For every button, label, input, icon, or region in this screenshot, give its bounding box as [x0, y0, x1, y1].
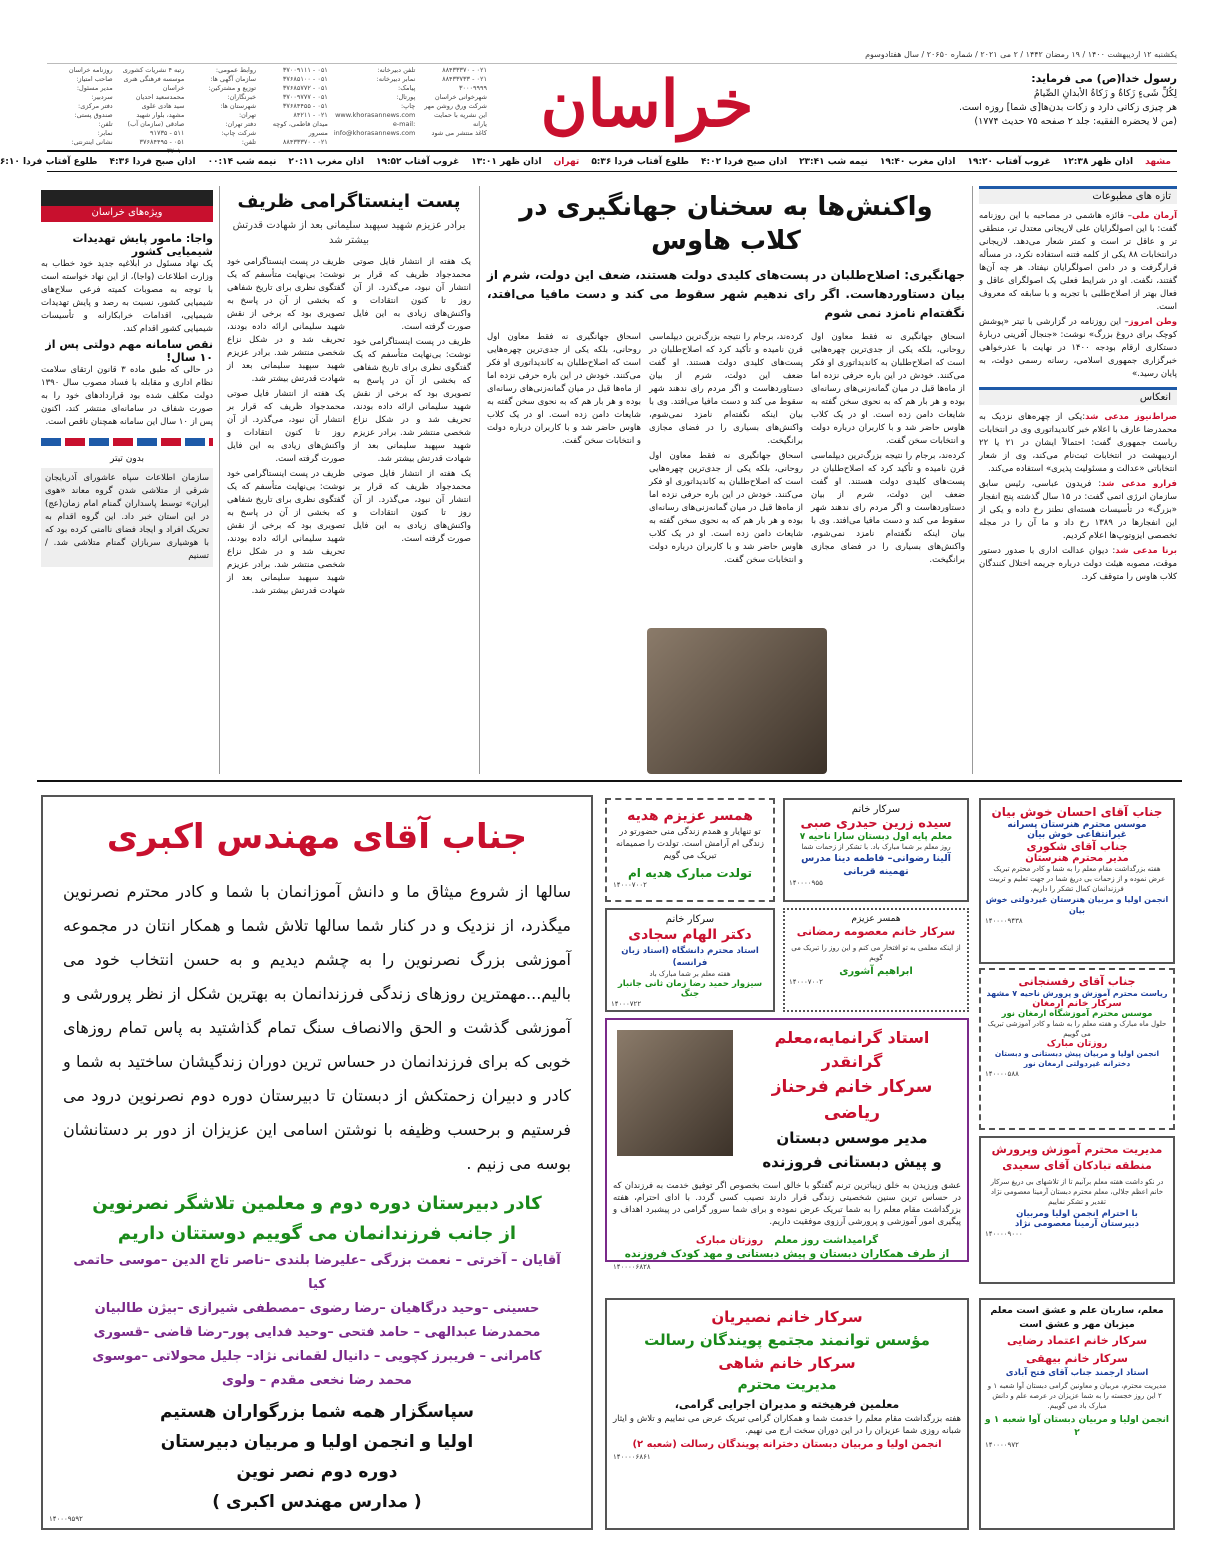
prayer-times-bar — [0, 150, 1177, 172]
colophon-col-2: رتبه ۴ نشریات کشوری موسسه فرهنگی هنری خراسان محمدسعید احدیان سید هادی علوی مشهد، بلوار شهید صادقی (سازمان آب) ۵۱۱ - ۹۱۷۳۵ ۰۵۱ - ۳۷۶۸۴۴۹۵ ۳۷۰۱۰ — [122, 66, 185, 155]
colophon-col-6: ۰۲۱ - ۸۸۴۳۳۳۷۰ ۰۲۱ - ۸۸۴۳۳۷۳۳ ۳۰۰۰۹۹۹۹ شهرخوانی خراسان شرکت ورق روشن مهر این نشریه با حمایت یارانه کاغذ منتشر می شود — [424, 66, 487, 137]
specials-banner: ویژه‌های خراسان — [41, 190, 213, 222]
ad-akbari-names: کامرانی – فریبرز کچویی – دانیال لقمانی نژاد– جلیل محولاتی –موسوی — [92, 1349, 542, 1364]
special-headline: نقص سامانه مهم دولتی پس از ۱۰ سال! — [45, 338, 213, 364]
ad-from: از طرف همکاران دبستان و پیش دبستانی و مهد کودک فروزنده — [624, 1248, 950, 1260]
ad-subtitle: استاد ارجمند جناب آقای فتح آبادی — [1005, 1368, 1149, 1378]
ad-title: سرکار خانم — [851, 804, 901, 815]
ad-from: انجمن اولیا و مربیان هنرستان غیردولتی خوش بیان — [985, 895, 1169, 915]
ad-akbari-body: سالها از شروع میثاق ما و دانش آموزانمان با شما و کادر محترم نصرنوین میگذرد، از نزدیک و در کنار شما سالها تلاش شما و همکار انتان در مجموعه آموزشی بزرگ نصرنوین را به چشم دیدیم و به حسن انتخاب خود می بالیم...مهمترین روزهای زندگی فرزندانمان به بهترین شکل از نظر پرورشی و آموزشی گذشت و الحق والانصاف سنگ تمام گذاشتید به پاس تمام روزهای خوبی که برای فرزندانمان در حساس ترین دوران زندگیشان ساختید به شما و کادر و دبیران زحمتکش از دبستان تا دبیرستان دوره دوم نصرنوین درود می فرستیم و برحسب وظیفه با نوشتن اسامی این عزیزان از دور بر دستانشان بوسه می زنیم . — [63, 882, 571, 1173]
city-tehran: تهران — [553, 156, 580, 167]
ad-highlight: گرامیداشت روز معلم — [774, 1235, 879, 1246]
ad-akbari-names: محمد رضا نخعی مقدم – ولوی — [222, 1373, 412, 1388]
ad-from: دبیرستان آرمینا معصومی نژاد — [1014, 1219, 1140, 1229]
khorasan-specials-column — [41, 190, 213, 774]
prayer-time: اذان مغرب ۱۹:۴۰ — [879, 156, 956, 167]
decorative-stripe — [41, 438, 213, 446]
zarif-paragraph: ظریف در پست اینستاگرامی خود نوشت: بی‌نهایت متأسفم که یک گفتگوی نظری برای تاریخ شفاهی که بخشی از آن در پاسخ به تصویری بود که برخی از نقش شهید سلیمانی ارائه داده بودند، تحریف شد و در شکل نزاع شخصی منتشر شد. برادر عزیزم شهید سپهبد سلیمانی بعد از شهادت قدرتش بیشتر شد. — [227, 257, 345, 384]
ad-code: ۱۴۰۰۰۰۹۴۳۸ — [985, 917, 1023, 925]
ad-akbari-names: حسینی –وحید درگاهیان –رضا رضوی –مصطفی شیرازی –بیژن طالبیان — [94, 1301, 540, 1316]
newspaper-logo: خراسان — [540, 67, 754, 142]
prayer-time: اذان مغرب ۲۰:۱۱ — [288, 156, 364, 167]
ad-title: سرکار خانم اعتماد رضایی — [1006, 1334, 1148, 1347]
ad-subtitle: روزتان مبارک — [1046, 1039, 1108, 1049]
ad-subtitle: مدیر محترم هنرستان — [1025, 853, 1129, 864]
ad-code: ۱۴۰۰۰۹۵۹۲ — [49, 1515, 83, 1523]
ad-sabi — [783, 798, 969, 902]
hadith-source: (من لا یحضره الفقیه: جلد ۲ صفحه ۷۵ حدیث ۱۷۷۴) — [974, 116, 1177, 127]
press-item: : دیوان عدالت اداری با صدور دستور موقت، مصوبه هیئت دولت درباره جریمه اختلال کنندگان کلاب هاوس را متوقف کرد. — [979, 546, 1177, 582]
ad-akbari-closing: ( مدارس مهندس اکبری ) — [212, 1492, 422, 1512]
ad-name: دکتر الهام سجادی — [628, 927, 752, 943]
prayer-time: اذان صبح فردا ۴:۰۲ — [701, 156, 788, 167]
ad-title: سرکار خانم — [665, 914, 715, 925]
ad-from: آلینا رضوانی– فاطمه دینا مدرس تهمینه قربانی — [801, 853, 951, 877]
ad-code: ۱۴۰۰۰۰۹۵۵ — [789, 879, 823, 887]
ad-subtitle: مدیر موسس دبستان — [776, 1129, 928, 1147]
ad-body: هفته معلم بر شما مبارک باد — [649, 970, 731, 978]
ad-akbari-closing: اولیا و انجمن اولیا و مربیان دبیرستان — [160, 1432, 474, 1452]
column-divider — [479, 186, 480, 774]
ad-akbari-title: جناب آقای مهندس اکبری — [106, 817, 528, 857]
ad-akbari-names: آقایان – آخرتی – نعمت بزرگی –علیرضا بلندی –ناصر تاج الدین –موسی حاتمی کیا — [73, 1253, 561, 1292]
ad-code: ۱۴۰۰۰۰۶۸۲۸ — [613, 1263, 651, 1271]
untitled-paragraph: سازمان اطلاعات سپاه عاشورای آذربایجان شرقی از متلاشی شدن گروه معاند «هوی ایران» توسط پاسداران گمنام امام زمان(عج) در این استان خبر داد. این گروه اقدام به تحریک افراد و ایجاد فضای ناامنی کرده بود که با هوشیاری سربازان گمنام متلاشی شد. /تسنیم — [41, 468, 213, 567]
lead-paragraph: اسحاق جهانگیری نه فقط معاون اول روحانی، بلکه یکی از جدی‌ترین چهره‌هایی است که اصلاح‌طلبان به کاندیداتوری او فکر می‌کنند. خودش در این باره حرفی نزده اما از ماه‌ها قبل در میان گمانه‌زنی‌های رسانه‌ای بوده و هر بار هم که به نحوی سخن گفته به شایعات دامن زده است. او در یک کلاب هاوس حاضر شد و با کاربران درباره دولت و انتخابات سخن گفت. — [811, 332, 965, 446]
ad-saeedi — [979, 1136, 1175, 1284]
zarif-subheadline: برادر عزیزم شهید سپهبد سلیمانی بعد از شهادت قدرتش بیشتر شد — [232, 220, 466, 246]
ad-sajjadi — [605, 908, 775, 1012]
ad-from: سیزوار حمید رضا زمان ثانی جانبار جنگ — [617, 979, 763, 999]
press-source: صراط‌نیوز مدعی شد — [1085, 412, 1177, 422]
press-source: آرمان ملی — [1132, 211, 1177, 221]
ad-title: سرکار خانم نصیریان — [711, 1308, 863, 1326]
hadith-title: رسول خدا(ص) می فرماید: — [1031, 72, 1177, 85]
ad-title: مدیریت محترم آموزش وپرورش منطقه تبادکان آقای سعیدی — [991, 1143, 1163, 1172]
ad-body: هفته بزرگداشت مقام معلم را به شما و کادر محترم تبریک عرض نموده و از زحمات بی دریغ شما در جهت تعلیم و تربیت فرزندانمان کمال تشکر را داریم. — [988, 865, 1166, 893]
colophon-col-1: روزنامه خراسان صاحب امتیاز: مدیر مسئول: سردبیر: دفتر مرکزی: صندوق پستی: تلفن: نمابر: نشانی اینترنتی: — [68, 66, 113, 146]
ad-from: انجمن اولیا و مربیان دبستان آوا شعبه ۱ و ۲ — [985, 1415, 1169, 1438]
column-divider — [219, 186, 220, 774]
ad-subtitle: معلمین فرهیخته و مدیران اجرایی گرامی، — [674, 1398, 900, 1411]
ad-name: سرکار خانم فرحناز ریاضی — [771, 1077, 933, 1123]
zarif-paragraph: یک هفته از انتشار فایل صوتی محمدجواد ظریف که قرار بر انتشار آن نبود، می‌گذرد. از آن روز تا کنون انتقادات و واکنش‌های زیادی به این فایل صورت گرفته است. — [227, 389, 345, 464]
ad-code: ۱۴۰۰۰۰۶۸۶۱ — [613, 1453, 651, 1461]
hadith-translation: هر چیزی زکاتی دارد و زکات بدن‌ها[ی شما] روزه است. — [958, 102, 1177, 113]
ad-body: روز معلم بر شما مبارک باد. با تشکر از زحمات شما — [801, 843, 951, 851]
ad-title: سرکار خانم بیهقی — [1026, 1352, 1128, 1365]
ad-name: سرکار خانم معصومه رمضانی — [796, 925, 956, 938]
ad-rafsanjani — [979, 968, 1175, 1130]
section-rule — [37, 780, 1182, 782]
ad-nasirian — [605, 1298, 969, 1530]
ad-title: همسر عزیزم — [851, 914, 901, 924]
zarif-paragraph: یک هفته از انتشار فایل صوتی محمدجواد ظریف که قرار بر انتشار آن نبود، می‌گذرد. از آن روز تا کنون انتقادات و واکنش‌های زیادی به این فایل صورت گرفته است. — [353, 257, 471, 332]
issue-info: یکشنبه ۱۲ اردیبهشت ۱۴۰۰ / ۱۹ رمضان ۱۴۴۲ / ۲ می ۲۰۲۱ / شماره ۲۰۶۵۰ / سال هفتادوسوم — [865, 50, 1177, 59]
press-item: – فائزه هاشمی در مصاحبه با این روزنامه گفت: با این اصولگرایان علی لاریجانی معتدل تر، منطقی تر و عاقل تر است و کمتر شعار می‌دهد. لاریجانی درانتخابات ۸۸ یکی از کلمه فتنه استفاده نکرد، در مسأله قرارگرفت و در دامن اصولگرایان نیفتاد. هر چه آن‌ها گفتند، نگفت. او در شرایط فعلی یک اصولگرای عاقل و فعال بهتر از اصلاح‌طلبی با تجربه و با سابقه که معروف است. — [979, 211, 1177, 312]
ad-from: ابراهیم آشوری — [839, 966, 913, 977]
special-paragraph: در حالی که طبق ماده ۳ قانون ارتقای سلامت نظام اداری و مقابله با فساد مصوب سال ۱۳۹۰ دولت مکلف شده بود قراردادهای خود را به صورت شفاف در سامانه‌ای منتشر کند، اکنون پس از ۱۰ سال این سامانه همچنان ناقص است. — [41, 365, 213, 427]
ad-code: ۱۴۰۰۰۷۲۲ — [611, 1000, 642, 1008]
ad-akbari-closing: دوره دوم نصر نوین — [236, 1462, 398, 1482]
ad-subtitle: جناب آقای شکوری — [1026, 840, 1128, 853]
ad-body: تو تنهایار و همدم زندگی منی حضورتو در زندگی ام آرامش است. تولدت را صمیمانه تبریک می گویم — [615, 827, 765, 861]
press-review-column — [979, 186, 1177, 774]
ad-highlight: روزتان مبارک — [695, 1235, 764, 1246]
ad-subtitle: و پیش دبستانی فروزنده — [762, 1153, 942, 1171]
ad-subtitle: موسس محترم هنرستان پسرانه غیرانتفاعی خوش بیان — [1007, 820, 1147, 840]
ad-body: هفته بزرگداشت مقام معلم را خدمت شما و همکاران گرامی تبریک عرض می نماییم و تلاش و ایثار شبانه روزی شما عزیزان را در این دوران سخت ارج می نهیم. — [613, 1414, 961, 1436]
zarif-paragraph: یک هفته از انتشار فایل صوتی محمدجواد ظریف که قرار بر انتشار آن نبود، می‌گذرد. از آن روز تا کنون انتقادات و واکنش‌های زیادی به این فایل صورت گرفته است. — [353, 469, 471, 544]
press-source: فرارو مدعی شد — [1101, 479, 1177, 489]
ad-riazi — [605, 1018, 969, 1271]
colophon-col-3: روابط عمومی: سازمان آگهی ها: توزیع و مشترکین: خبرنگاران: شهرستان ها: تهران: دفتر تهران: شرکت چاپ: تلفن: — [208, 66, 257, 146]
colophon — [47, 66, 487, 155]
ad-rezaei — [979, 1298, 1175, 1530]
press-item: – این روزنامه در گزارشی با تیتر «پوشش کوچک برای دروغ بزرگ» نوشت: «جنجال آفرینی دربارۀ دستکاری ارقام بودجه ۱۴۰۰ در نهایت با عذرخواهی خبرگزاری جمهوری اسلامی، رسانه رسمی دولت، به پایان رسید.» — [979, 317, 1178, 379]
press-source: برنا مدعی شد — [1115, 546, 1177, 556]
ad-hedieh — [605, 798, 775, 902]
ad-code: ۱۴۰۰۰۰۵۸۸ — [985, 1070, 1019, 1078]
ad-closing: تولدت مبارک هدیه ام — [627, 866, 753, 880]
prayer-time: نیمه شب ۲۳:۴۱ — [799, 156, 868, 167]
ad-body: در نکو داشت هفته معلم برآنیم تا از تلاشهای بی دریغ سرکار خانم اعظم جلالی، معلم محترم دبستان آرمینا معصومی نژاد تقدیر و تشکر نماییم — [990, 1178, 1164, 1206]
lead-paragraph: اسحاق جهانگیری نه فقط معاون اول روحانی، بلکه یکی از جدی‌ترین چهره‌هایی است که اصلاح‌طلبان به کاندیداتوری او فکر می‌کنند. خودش در این باره حرفی نزده اما از ماه‌ها قبل در میان گمانه‌زنی‌های رسانه‌ای بوده و هر بار هم که به نحوی سخن گفته به شایعات دامن زده است. او در یک کلاب هاوس حاضر شد و با کاربران درباره دولت و انتخابات سخن گفت. — [649, 451, 803, 565]
zarif-paragraph: ظریف در پست اینستاگرامی خود نوشت: بی‌نهایت متأسفم که یک گفتگوی نظری برای تاریخ شفاهی که بخشی از آن در پاسخ به تصویری بود که برخی از نقش شهید سلیمانی ارائه داده بودند، تحریف شد و در شکل نزاع شخصی منتشر شد. برادر عزیزم شهید سپهبد سلیمانی بعد از شهادت قدرتش بیشتر شد. — [353, 337, 471, 464]
ad-from: انجمن اولیا و مربیان دبستان دخترانه پویندگان رسالت (شعبه ۲) — [632, 1439, 942, 1450]
riazi-photo — [617, 1030, 733, 1156]
press-source: وطن امروز — [1128, 317, 1177, 327]
ad-title: استاد گرانمایه،معلم گرانقدر — [774, 1028, 930, 1071]
ad-code: ۱۴۰۰۰۰۹۰۰۰ — [985, 1230, 1023, 1238]
ad-akbari-names: محمدرضا عبدالهی – حامد فتحی –وحید فدایی پور–رضا قاضی –قسوری — [93, 1325, 541, 1340]
special-headline: واجا: مامور پایش تهدیدات شیمیایی کشور — [72, 232, 213, 258]
ad-akbari-green-line: از جانب فرزندانمان می گوییم دوستتان داریم — [117, 1223, 517, 1244]
column-divider — [972, 186, 973, 774]
hadith-box — [947, 72, 1177, 129]
ad-code: ۱۴۰۰۰۰۹۷۲ — [985, 1441, 1019, 1449]
ad-body: حلول ماه مبارک و هفته معلم را به شما و کادر آموزشی تبریک می گوییم — [987, 1020, 1167, 1038]
ad-subtitle: سرکار خانم ارمغان — [1032, 998, 1122, 1009]
lead-paragraph: کرده‌ند، برجام را نتیجه بزرگ‌ترین دیپلماسی قرن نامیده و تأکید کرد که اصلاح‌طلبان در پست‌های کلیدی دولت هستند. او گفت ضعف این دولت، شرم از بیان دستاوردهاست و اگر مردم رای ندهند شهر سقوط می کند و دست مافیا می‌افتد. وی با بیان اینکه نگفته‌ام نامزد نمی‌شوم، واکنش‌های بسیاری را در فضای مجازی برانگیخت. — [811, 451, 965, 565]
ad-poem: معلم، ساربان علم و عشق است معلم میزبان مهر و عشق است — [990, 1305, 1164, 1330]
prayer-time: اذان صبح فردا ۴:۳۶ — [109, 156, 196, 167]
ad-closing: با احترام انجمن اولیا ومربیان — [1016, 1209, 1138, 1219]
ad-akbari-green-line: کادر دبیرستان دوره دوم و معلمین تلاشگر نصرنوین — [92, 1193, 542, 1214]
ad-subtitle: معلم پایه اول دبستان سارا ناحیه ۷ — [799, 832, 953, 842]
ad-title: جناب آقای احسان خوش بیان — [991, 805, 1163, 819]
ad-subtitle: موسس محترم آموزشگاه ارمغان نور — [1001, 1009, 1153, 1019]
ad-akbari-closing: سپاسگزار همه شما بزرگواران هستیم — [159, 1402, 475, 1422]
ad-subtitle: سرکار خانم شاهی — [718, 1354, 856, 1372]
lead-paragraph: کرده‌ند، برجام را نتیجه بزرگ‌ترین دیپلماسی قرن نامیده و تأکید کرد که اصلاح‌طلبان در پست‌های کلیدی دولت هستند. او گفت ضعف این دولت، شرم از بیان دستاوردهاست و اگر مردم رای ندهند شهر سقوط می کند و دست مافیا می‌افتد. وی با بیان اینکه نگفته‌ام نامزد نمی‌شوم، واکنش‌های بسیاری را در فضای مجازی برانگیخت. — [649, 332, 803, 446]
special-paragraph: یک نهاد مسئول در ابلاغیه جدید خود خطاب به وزارت اطلاعات (واجا)، از این نهاد خواسته است با توجه به مصوبات کمیته فرعی سلاح‌های شیمیایی کشور، نسبت به رصد و پایش تهدیدات شیمیایی، اقدامات خرابکارانه و تأسیسات شیمیایی کشور اقدام کند. — [41, 259, 213, 334]
ad-title: جناب آقای رفسنجانی — [1018, 975, 1136, 988]
lead-paragraph: اسحاق جهانگیری نه فقط معاون اول روحانی، بلکه یکی از جدی‌ترین چهره‌هایی است که اصلاح‌طلبان به کاندیداتوری او فکر می‌کنند. خودش در این باره حرفی نزده اما از ماه‌ها قبل در میان گمانه‌زنی‌های رسانه‌ای بوده و هر بار هم که به نحوی سخن گفته به شایعات دامن زده است. او در یک کلاب هاوس حاضر شد و با کاربران درباره دولت و انتخابات سخن گفت. — [487, 332, 641, 446]
zarif-paragraph: ظریف در پست اینستاگرامی خود نوشت: بی‌نهایت متأسفم که یک گفتگوی نظری برای تاریخ شفاهی که بخشی از آن در پاسخ به تصویری بود که برخی از نقش شهید سلیمانی ارائه داده بودند، تحریف شد و در شکل نزاع شخصی منتشر شد. برادر عزیزم شهید سپهبد سلیمانی بعد از شهادت قدرتش بیشتر شد. — [227, 469, 345, 596]
zarif-story — [227, 190, 471, 774]
prayer-time: نیمه شب ۰۰:۱۴ — [207, 156, 277, 167]
prayer-time: غروب آفتاب ۱۹:۲۰ — [967, 156, 1051, 167]
jahangiri-photo — [647, 628, 827, 774]
masthead — [47, 66, 1177, 155]
prayer-time: اذان ظهر ۱۲:۳۸ — [1062, 156, 1134, 167]
ad-subtitle: ریاست محترم آموزش و پرورش ناحیه ۷ مشهد — [986, 989, 1168, 998]
colophon-col-5: تلفن دبیرخانه: نمابر دبیرخانه: پیامک: پورتال: چاپ: www.khorasannews.com e-mail: info@khorasannews.com — [333, 66, 416, 137]
ad-body: از اینکه معلمی به تو افتخار می کنم و این روز را تبریک می گویم — [791, 944, 961, 962]
ad-title: همسر عزیزم هدیه — [627, 808, 753, 824]
ad-subtitle: استاد محترم دانشگاه (استاد زبان فرانسه) — [621, 946, 759, 968]
ad-subtitle: مؤسس توانمند مجتمع پویندگان رسالت — [644, 1331, 930, 1349]
issue-info-line — [47, 50, 1177, 64]
press-item: : فریدون عباسی، رئیس سابق سازمان انرژی اتمی گفت: در ۱۵ سال گذشته پنج انفجار «بزرگ» در تأسیسات هسته‌ای نطنز رخ داده و یکی از این انفجارها در ۱۳۸۹ رخ داد و ما آن را در مجله تخصصی ایزوتوپ‌ها اعلام کردیم. — [979, 479, 1178, 541]
lead-subheadline: جهانگیری: اصلاح‌طلبان در پست‌های کلیدی دولت هستند، ضعف این دولت، شرم از بیان دستاوردهاست. اگر رای ندهیم شهر سقوط می کند و دست مافیا می‌افتد، نگفته‌ام نامزد نمی شوم — [487, 268, 965, 320]
prayer-time: اذان ظهر ۱۳:۰۱ — [471, 156, 542, 167]
ad-from: انجمن اولیا و مربیان پیش دبستانی و دبستان دخترانه غیردولتی ارمغان نور — [994, 1049, 1160, 1068]
press-review-title: تازه های مطبوعات — [979, 186, 1177, 204]
press-item: :یکی از چهره‌های نزدیک به محمدرضا عارف با اعلام خبر کاندیداتوری وی در انتخابات ریاست جمهوری گفت: احتمالاً ایشان در ۲۱ یا ۲۲ اردیبهشت در انتخابات ثبت‌نام می‌کند، وی از شعار انتخاباتی «عدالت و مسئولیت پذیری» استفاده می‌کند. — [979, 412, 1177, 474]
ad-code: ۱۴۰۰۰۷۰۰۲ — [613, 881, 647, 889]
ad-name: سیده زرین حیدری صبی — [800, 816, 952, 831]
reflection-title: انعکاس — [979, 387, 1177, 405]
prayer-time: طلوع آفتاب فردا ۶:۱۰ — [0, 156, 98, 167]
ad-ehsan — [979, 798, 1175, 964]
prayer-time: طلوع آفتاب فردا ۵:۳۶ — [591, 156, 690, 167]
ad-akbari — [41, 795, 593, 1530]
hadith-arabic: لِكُلِّ شَیءٍ زَكاةٌ و زَكاةُ الأبدانِ الصِّیامُ — [1033, 88, 1177, 99]
ad-body: مدیریت محترم، مربیان و معاونین گرامی دبستان آوا شعبه ۱ و ۲ این روز خجسته را به شما عزیزان در عرصه علم و دانش مبارک باد می گوییم. — [987, 1382, 1167, 1410]
ad-code: ۱۴۰۰۰۷۰۰۲ — [789, 978, 823, 986]
untitled-title: بدون تیتر — [110, 454, 144, 464]
ad-subtitle: مدیریت محترم — [737, 1377, 837, 1393]
city-mashhad: مشهد — [1145, 156, 1171, 167]
ad-body: عشق ورزیدن به خلق زیباترین ترنم گفتگو با خالق است بخصوص اگر توفیق خدمت به فرزندان که در حساس ترین سنین شخصیتی زندگی قرار دارند نصیب کسی گردد. با ادای احترام، هفته بزرگداشت مقام معلم را به شما تبریک عرض نموده و برای شما سرور گرامی در پیشبرد اهداف و پیگیری امور آموزشی و پرورشی آرزوی موفقیت داریم. — [613, 1181, 961, 1227]
lead-headline: واکنش‌ها به سخنان جهانگیری در کلاب هاوس — [519, 192, 933, 256]
prayer-time: غروب آفتاب ۱۹:۵۲ — [375, 156, 460, 167]
ad-ramezani — [783, 908, 969, 1012]
zarif-headline: پست اینستاگرامی ظریف — [237, 191, 461, 212]
colophon-col-4: ۰۵۱ - ۳۷۰۰۹۱۱۱ ۰۵۱ - ۳۷۶۸۵۱۰۰ ۰۵۱ - ۳۷۶۸۵۷۷۲ ۰۵۱ - ۳۷۰۰۹۷۷۷ ۰۵۱ - ۳۷۶۸۴۴۵۵ ۰۲۱ - ۸۴۲۱۱ میدان فاطمی، کوچه مسرور ۰۲۱ - ۸۸۴۳۳۳۷۰ — [272, 66, 328, 146]
